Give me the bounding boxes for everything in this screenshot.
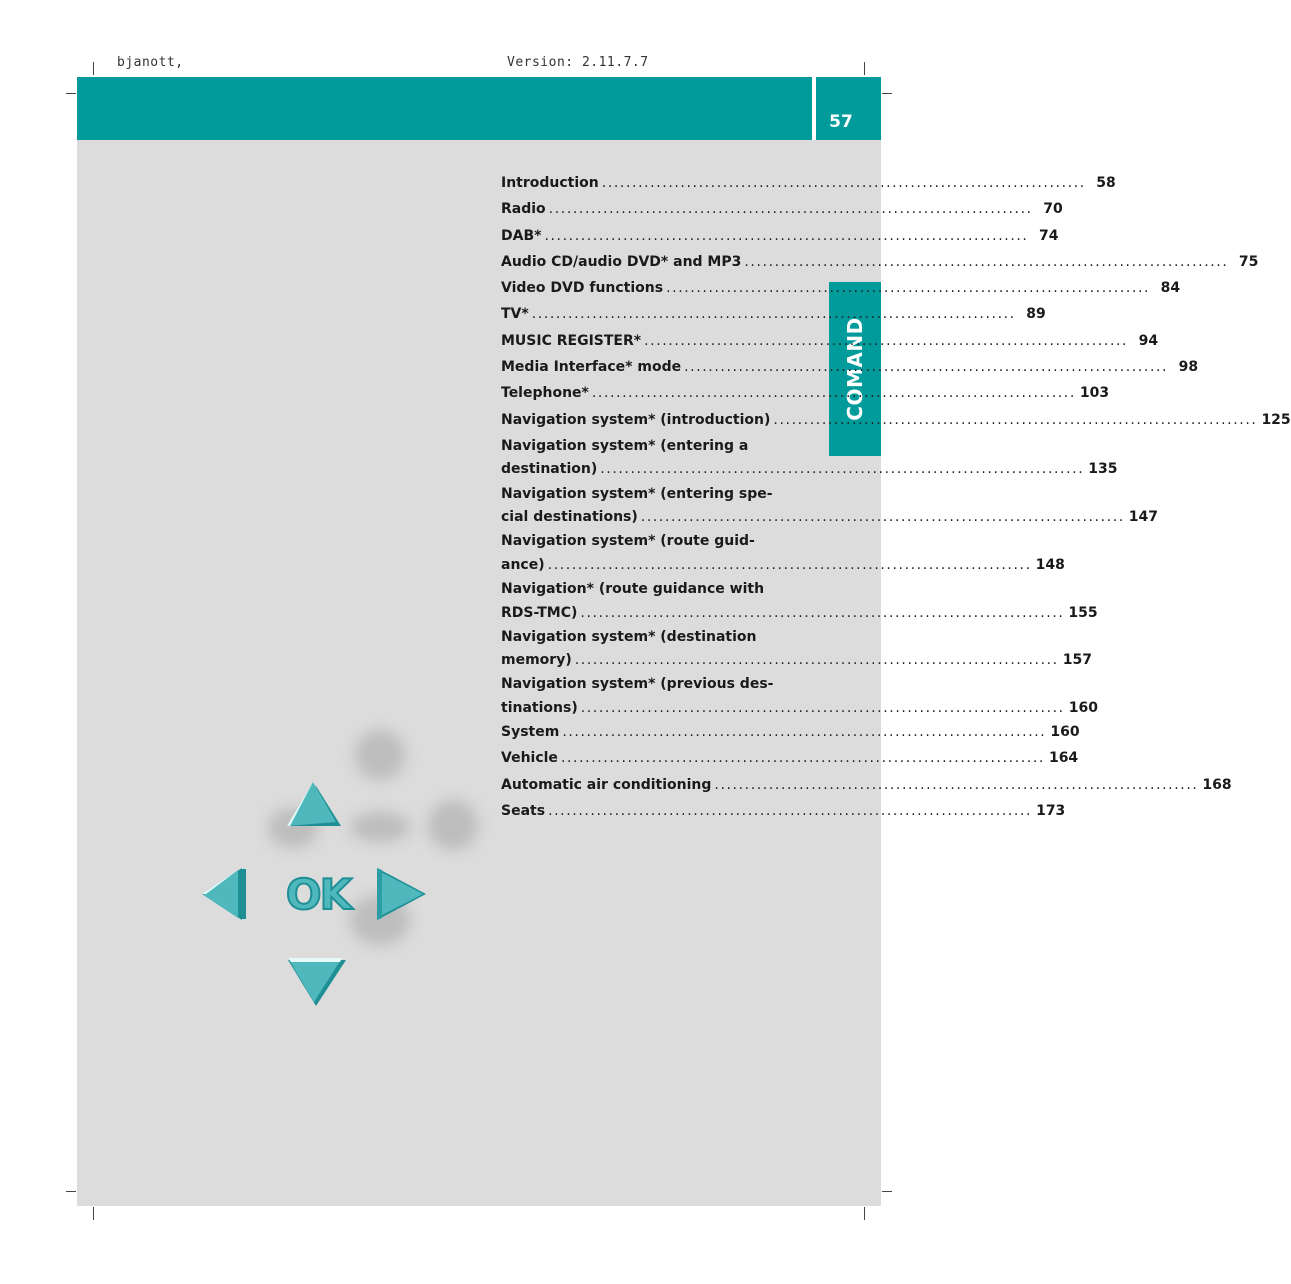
toc-dot-leader: ................................................................................ — [531, 306, 1016, 323]
toc-entry[interactable] — [501, 531, 1065, 579]
ok-label: OK — [285, 870, 351, 919]
toc-page-number: 70 — [1043, 201, 1063, 218]
toc-entry-title: MUSIC REGISTER* — [501, 332, 642, 349]
toc-entry-title: Radio — [501, 201, 546, 218]
toc-entry[interactable] — [501, 226, 1059, 252]
toc-entry[interactable] — [501, 173, 1116, 199]
toc-entry-title: ance) — [501, 556, 545, 573]
toc-dot-leader: ................................................................................ — [580, 604, 1065, 621]
toc-page-number: 168 — [1202, 776, 1232, 793]
toc-entry-title-line: Navigation system* (route guid- — [501, 533, 755, 550]
toc-entry[interactable] — [501, 304, 1046, 330]
toc-page-number: 75 — [1238, 253, 1259, 270]
toc-dot-leader: ................................................................................ — [580, 699, 1065, 716]
toc-entry[interactable] — [501, 801, 1066, 827]
toc-dot-leader: ................................................................................ — [560, 750, 1045, 767]
toc-page-number: 84 — [1160, 280, 1181, 297]
toc-dot-leader: ................................................................................ — [640, 509, 1125, 526]
toc-entry[interactable] — [501, 410, 1291, 436]
toc-page-number: 160 — [1050, 724, 1080, 741]
toc-entry-title: Video DVD functions — [501, 280, 664, 297]
crop-mark — [66, 1191, 76, 1192]
toc-entry-title: System — [501, 724, 560, 741]
toc-page-number: 147 — [1128, 509, 1159, 526]
toc-dot-leader: ................................................................................ — [773, 411, 1258, 428]
toc-entry-title: Telephone* — [501, 385, 589, 402]
crop-mark — [882, 1191, 892, 1192]
toc-entry[interactable] — [501, 579, 1098, 627]
toc-page-number: 94 — [1138, 332, 1159, 349]
toc-entry[interactable] — [501, 199, 1063, 225]
toc-entry-title: RDS-TMC) — [501, 604, 578, 621]
toc-entry-title-line: Navigation system* (entering spe- — [501, 485, 773, 502]
toc-page-number: 160 — [1068, 699, 1098, 716]
toc-page-number: 98 — [1178, 359, 1199, 376]
toc-dot-leader: ................................................................................ — [548, 201, 1033, 218]
crop-mark — [864, 62, 865, 75]
toc-entry-title: DAB* — [501, 227, 542, 244]
toc-entry[interactable] — [501, 484, 1159, 532]
toc-entry-title: Vehicle — [501, 750, 558, 767]
crop-mark — [93, 1207, 94, 1220]
arrow-left-icon — [202, 868, 246, 920]
toc-dot-leader: ................................................................................ — [574, 652, 1059, 669]
toc-entry[interactable] — [501, 674, 1098, 722]
toc-entry-title: Audio CD/audio DVD* and MP3 — [501, 253, 742, 270]
toc-entry[interactable] — [501, 278, 1181, 304]
toc-page-number: 125 — [1261, 411, 1291, 428]
toc-entry[interactable] — [501, 436, 1118, 484]
print-meta-right: Version: 2.11.7.7 — [507, 55, 649, 70]
toc-dot-leader: ................................................................................ — [744, 253, 1229, 270]
controller-illustration — [190, 720, 490, 1020]
side-tab-label: COMAND — [843, 317, 867, 421]
arrow-down-icon — [288, 958, 346, 1006]
toc-page-number: 89 — [1026, 306, 1046, 323]
toc-entry-title: Media Interface* mode — [501, 359, 682, 376]
toc-page-number: 155 — [1068, 604, 1098, 621]
toc-entry-title-line: Navigation system* (entering a — [501, 437, 749, 454]
toc-dot-leader: ................................................................................ — [714, 776, 1199, 793]
controller-svg — [190, 720, 490, 1020]
toc-entry-title: Automatic air conditioning — [501, 776, 712, 793]
toc-entry-title-line: Navigation system* (destination — [501, 628, 757, 645]
toc-entry-title: destination) — [501, 461, 598, 478]
toc-page-number: 103 — [1079, 385, 1110, 402]
toc-entry-title-line: Navigation* (route guidance with — [501, 581, 765, 598]
toc-dot-leader: ................................................................................ — [644, 332, 1129, 349]
toc-dot-leader: ................................................................................ — [562, 724, 1047, 741]
crop-mark — [66, 93, 76, 94]
toc-page-number: 74 — [1038, 227, 1059, 244]
toc-page-number: 58 — [1096, 175, 1116, 191]
toc-dot-leader: ................................................................................ — [547, 556, 1032, 573]
toc-entry[interactable] — [501, 722, 1080, 748]
toc-entry[interactable] — [501, 748, 1079, 774]
toc-entry[interactable] — [501, 357, 1199, 383]
toc-entry[interactable] — [501, 252, 1259, 278]
toc-dot-leader: ................................................................................ — [684, 359, 1169, 376]
toc-page-number: 148 — [1035, 556, 1065, 573]
toc-entry-title: memory) — [501, 652, 572, 669]
toc-dot-leader: ................................................................................ — [666, 280, 1151, 297]
toc-dot-leader: ................................................................................ — [600, 461, 1085, 478]
toc-dot-leader: ................................................................................ — [544, 227, 1029, 244]
toc-entry[interactable] — [501, 775, 1232, 801]
toc-page-number: 157 — [1062, 652, 1092, 669]
crop-mark — [864, 1207, 865, 1220]
toc-entry[interactable] — [501, 627, 1092, 675]
header-bar — [77, 77, 812, 140]
toc-entry-title: TV* — [501, 306, 529, 323]
arrow-right-icon — [377, 868, 426, 920]
toc-dot-leader: ................................................................................ — [601, 175, 1086, 191]
toc-dot-leader: ................................................................................ — [548, 802, 1033, 819]
toc-entry-title: Navigation system* (introduction) — [501, 411, 771, 428]
toc-entry-title: Introduction — [501, 175, 599, 191]
print-meta-left: bjanott, — [117, 55, 184, 70]
crop-mark — [93, 62, 94, 75]
toc-entry-title: tinations) — [501, 699, 578, 716]
crop-mark — [882, 93, 892, 94]
page-number: 57 — [829, 112, 853, 132]
toc-entry[interactable] — [501, 331, 1159, 357]
toc-entry-title: cial destinations) — [501, 509, 638, 526]
toc-dot-leader: ................................................................................ — [591, 385, 1076, 402]
toc-page-number: 135 — [1088, 461, 1118, 478]
toc-page-number: 164 — [1048, 750, 1079, 767]
arrow-up-icon — [287, 782, 341, 826]
toc-entry-title-line: Navigation system* (previous des- — [501, 676, 774, 693]
toc-page-number: 173 — [1036, 802, 1066, 819]
toc-entry[interactable] — [501, 383, 1110, 409]
toc-entry-title: Seats — [501, 802, 546, 819]
